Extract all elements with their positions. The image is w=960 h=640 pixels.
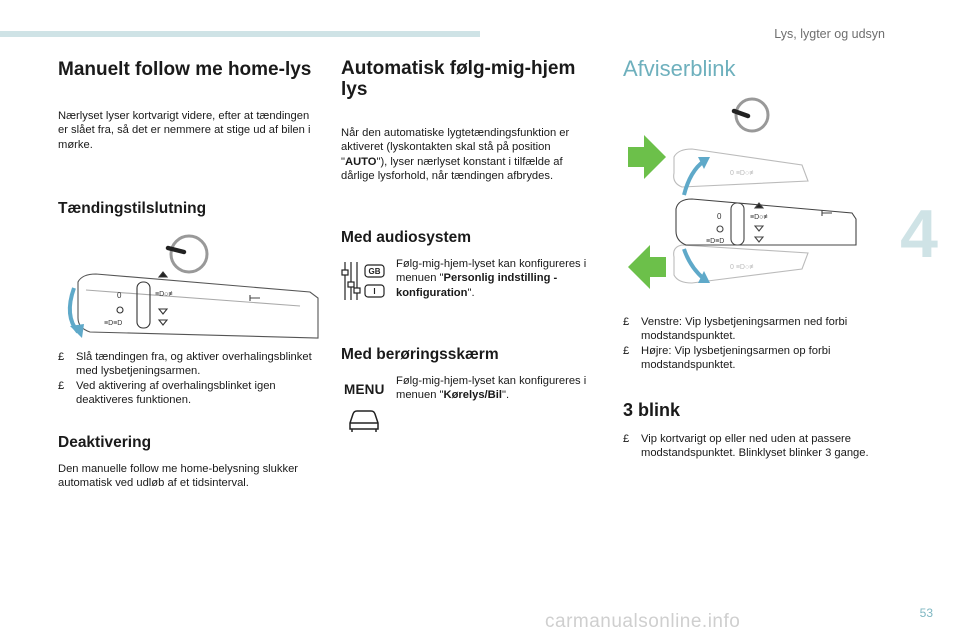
subsection-title-ignition: Tændingstilslutning	[58, 200, 207, 217]
subsection-title-audio: Med audiosystem	[341, 229, 472, 246]
watermark: carmanualsonline.info	[545, 611, 741, 632]
ignition-bullet-list	[58, 350, 320, 408]
svg-text:≡D○≢: ≡D○≢	[155, 291, 176, 298]
svg-text:≡D≡D: ≡D≡D	[706, 238, 725, 245]
subsection-title-deactivation: Deaktivering	[58, 434, 152, 451]
section-title-flash: Afviserblink	[623, 56, 736, 81]
lighting-stalk-illustration	[60, 228, 320, 343]
manual-follow-me-intro: Nærlyset lyser kortvarigt videre, efter at tændingen er slået fra, så det er nemmere at stige ud af bilen i mørke.	[58, 110, 311, 151]
flash-bullet-list	[623, 315, 878, 373]
svg-text:0: 0	[717, 212, 722, 221]
section-title-automatic-follow-me: Automatisk følg-mig-hjem lys	[341, 58, 576, 100]
list-item: £ Højre: Vip lysbetjeningsarmen op forbi modstandspunktet.	[623, 344, 831, 372]
svg-text:0: 0	[117, 291, 122, 300]
subsection-title-3-flash: 3 blink	[623, 400, 681, 420]
svg-text:I: I	[373, 287, 376, 296]
svg-text:0 ≡D○≢: 0 ≡D○≢	[730, 264, 757, 271]
header-accent-bar	[0, 31, 480, 37]
list-item: £ Ved aktivering af overhalingsblinket igen deaktiveres funktionen.	[58, 379, 276, 407]
svg-text:0 ≡D○≢: 0 ≡D○≢	[730, 170, 757, 177]
audio-text: Følg-mig-hjem-lyset kan konfigureres i menuen "Personlig indstilling - konfiguration".	[396, 258, 587, 299]
menu-label: MENU	[344, 382, 385, 397]
subsection-title-touchscreen: Med berøringsskærm	[341, 346, 499, 363]
car-icon	[347, 408, 381, 434]
chapter-number: 4	[900, 196, 938, 272]
list-item: £ Slå tændingen fra, og aktiver overhalingsblinket med lysbetjeningsarmen.	[58, 351, 312, 378]
three-flash-bullet-list	[623, 432, 881, 461]
page-number: 53	[919, 606, 933, 620]
automatic-follow-me-intro: Når den automatiske lygtetændingsfunktion er aktiveret (lyskontakten skal stå på position "AUTO"), lyser nærlyset konstant i tilfælde af dårlige lysforhold, når tændingen afbrydes.	[341, 127, 570, 183]
svg-text:≡D○≢: ≡D○≢	[750, 214, 771, 221]
svg-text:GB: GB	[368, 267, 381, 276]
running-head: Lys, lygter og udsyn	[774, 27, 885, 41]
audio-settings-icon	[338, 258, 388, 304]
svg-text:≡D≡D: ≡D≡D	[104, 320, 123, 327]
list-item: £ Vip kortvarigt op eller ned uden at passere modstandspunktet. Blinklyset blinker 3 gange.	[623, 433, 869, 460]
touchscreen-text: Følg-mig-hjem-lyset kan konfigureres i menuen "Kørelys/Bil".	[396, 375, 587, 402]
deactivation-text: Den manuelle follow me home-belysning slukker automatisk ved udløb af et tidsinterval.	[58, 463, 299, 490]
stalk-flash-illustration	[622, 95, 860, 305]
list-item: £ Venstre: Vip lysbetjeningsarmen ned forbi modstandspunktet.	[623, 316, 848, 343]
section-title-manual-follow-me: Manuelt follow me home-lys	[58, 59, 312, 80]
